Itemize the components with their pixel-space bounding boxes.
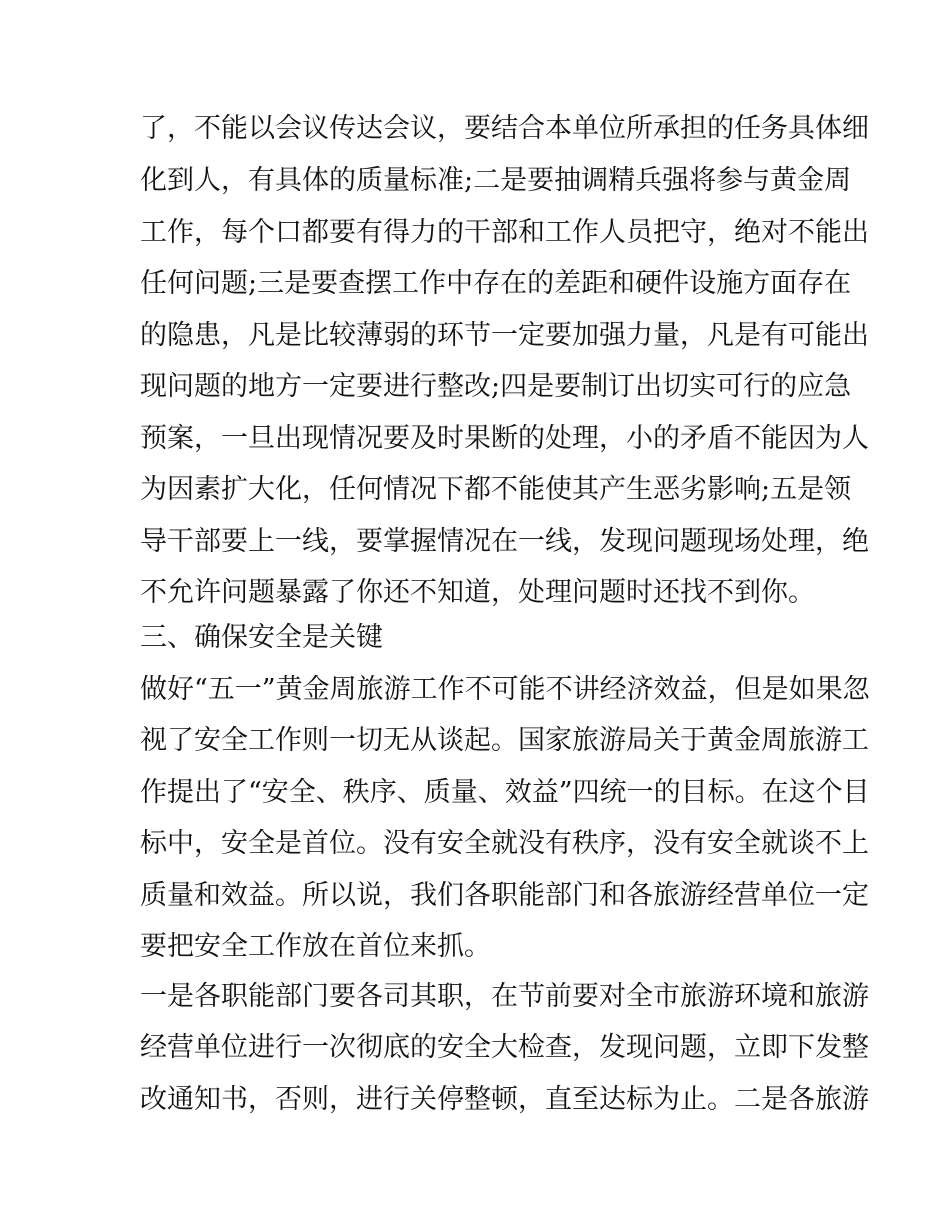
text-line: 视了安全工作则一切无从谈起。国家旅游局关于黄金周旅游工: [140, 725, 869, 756]
text-line: 作提出了“安全、秩序、质量、效益”四统一的目标。在这个目: [140, 777, 870, 808]
text-line: 改通知书，否则，进行关停整顿，直至达标为止。二是各旅游: [140, 1084, 869, 1115]
text-line: 的隐患，凡是比较薄弱的环节一定要加强力量，凡是有可能出: [140, 320, 869, 351]
text-line: 现问题的地方一定要进行整改;四是要制订出切实可行的应急: [140, 371, 852, 402]
text-line: 为因素扩大化，任何情况下都不能使其产生恶劣影响;五是领: [140, 474, 852, 505]
text-line: 化到人，有具体的质量标准;二是要抽调精兵强将参与黄金周: [140, 165, 852, 196]
section-heading: 三、确保安全是关键: [140, 622, 383, 653]
text-line: 质量和效益。所以说，我们各职能部门和各旅游经营单位一定: [140, 880, 869, 911]
text-line: 标中，安全是首位。没有安全就没有秩序，没有安全就谈不上: [140, 828, 869, 859]
text-line: 工作，每个口都要有得力的干部和工作人员把守，绝对不能出: [140, 217, 869, 248]
text-line: 经营单位进行一次彻底的安全大检查，发现问题，立即下发整: [140, 1032, 869, 1063]
text-line: 预案，一旦出现情况要及时果断的处理，小的矛盾不能因为人: [140, 423, 869, 454]
text-line: 不允许问题暴露了你还不知道，处理问题时还找不到你。: [140, 577, 815, 608]
text-line: 要把安全工作放在首位来抓。: [140, 931, 491, 962]
text-line: 任何问题;三是要查摆工作中存在的差距和硬件设施方面存在: [140, 268, 852, 299]
text-line: 一是各职能部门要各司其职，在节前要对全市旅游环境和旅游: [140, 981, 869, 1012]
text-line: 做好“五一”黄金周旅游工作不可能不讲经济效益，但是如果忽: [140, 674, 870, 705]
text-line: 了，不能以会议传达会议，要结合本单位所承担的任务具体细: [140, 113, 869, 144]
text-line: 导干部要上一线，要掌握情况在一线，发现问题现场处理，绝: [140, 526, 869, 557]
